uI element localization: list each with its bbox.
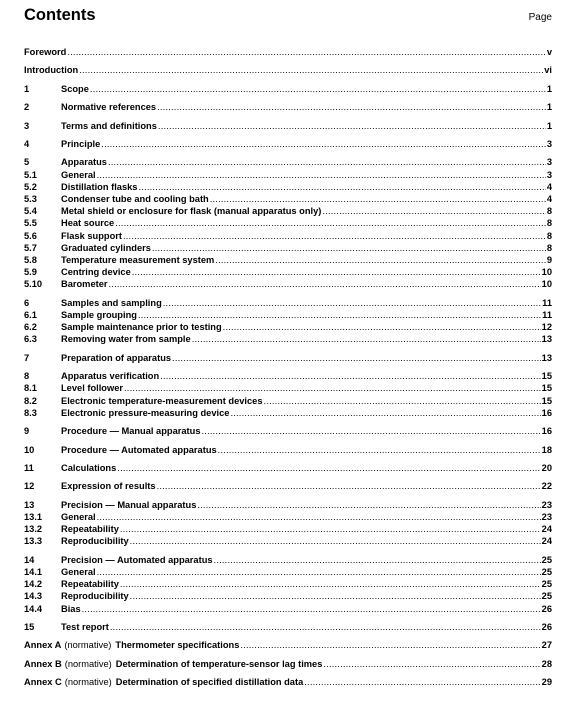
toc-entry-number: 1 bbox=[24, 83, 30, 94]
toc-entry-page: 1 bbox=[546, 102, 552, 113]
toc-entry-number: 10 bbox=[24, 444, 35, 455]
toc-entry[interactable] bbox=[24, 352, 552, 364]
toc-entry-number: 8.1 bbox=[24, 383, 37, 394]
toc-entry-title: Preparation of apparatus bbox=[61, 352, 172, 363]
toc-entry[interactable] bbox=[24, 511, 552, 523]
toc-entry[interactable] bbox=[24, 462, 552, 474]
toc-entry-page: 9 bbox=[546, 254, 552, 265]
toc-entry[interactable] bbox=[24, 120, 552, 132]
toc-entry-title: Graduated cylinders bbox=[61, 242, 151, 253]
toc-entry-number: 12 bbox=[24, 481, 35, 492]
dot-leader bbox=[124, 382, 541, 394]
toc-entry-page: vi bbox=[544, 65, 552, 76]
dot-leader bbox=[264, 395, 541, 407]
toc-entry-title: Scope bbox=[61, 83, 89, 94]
toc-entry-number: 6 bbox=[24, 297, 30, 308]
toc-entry-title: Precision — Manual apparatus bbox=[61, 499, 197, 510]
toc-entry-title: Repeatability bbox=[61, 524, 119, 535]
toc-entry-page: 4 bbox=[546, 193, 552, 204]
toc-entry-title: General bbox=[61, 566, 96, 577]
toc-entry-title: Samples and sampling bbox=[61, 297, 162, 308]
toc-entry-title: Condenser tube and cooling bath bbox=[61, 193, 209, 204]
toc-entry-page: 12 bbox=[541, 322, 552, 333]
annex-kind: (normative) bbox=[64, 640, 112, 651]
toc-entry-page: 1 bbox=[546, 120, 552, 131]
toc-entry-number: 14.1 bbox=[24, 566, 43, 577]
toc-entry-title: Principle bbox=[61, 138, 101, 149]
dot-leader bbox=[157, 480, 541, 492]
dot-leader bbox=[130, 590, 541, 602]
dot-leader bbox=[79, 64, 543, 76]
toc-entry-number: 5.4 bbox=[24, 206, 37, 217]
page-title: Contents bbox=[24, 6, 96, 24]
toc-entry-page: 23 bbox=[541, 511, 552, 522]
toc-entry[interactable] bbox=[24, 181, 552, 193]
toc-entry-title: Barometer bbox=[61, 279, 108, 290]
toc-entry-page: 13 bbox=[541, 352, 552, 363]
toc-entry-number: 7 bbox=[24, 352, 30, 363]
toc-entry-page: 8 bbox=[546, 242, 552, 253]
dot-leader bbox=[304, 676, 540, 688]
toc-entry-title: Procedure — Automated apparatus bbox=[61, 444, 217, 455]
toc-entry-page: 25 bbox=[541, 579, 552, 590]
toc-entry-number: 5 bbox=[24, 157, 30, 168]
dot-leader bbox=[97, 566, 541, 578]
toc-entry-title: Sample maintenance prior to testing bbox=[61, 322, 222, 333]
toc-entry-number: 13.3 bbox=[24, 536, 43, 547]
toc-entry[interactable] bbox=[24, 205, 552, 217]
toc-entry[interactable] bbox=[24, 444, 552, 456]
dot-leader bbox=[130, 535, 541, 547]
dot-leader bbox=[82, 603, 541, 615]
toc-entry[interactable] bbox=[24, 254, 552, 266]
toc-entry-title: Flask support bbox=[61, 230, 122, 241]
toc-entry-page: 18 bbox=[541, 444, 552, 455]
toc-entry-number: 5.2 bbox=[24, 181, 37, 192]
dot-leader bbox=[115, 217, 546, 229]
annex-page: 28 bbox=[541, 658, 552, 669]
toc-entry-title: Calculations bbox=[61, 462, 117, 473]
toc-entry-page: 26 bbox=[541, 621, 552, 632]
toc-entry-number: 13 bbox=[24, 499, 35, 510]
toc-entry-number: 6.1 bbox=[24, 309, 37, 320]
toc-entry-page: 4 bbox=[546, 181, 552, 192]
toc-entry-page: 15 bbox=[541, 395, 552, 406]
dot-leader bbox=[323, 658, 540, 670]
toc-entry[interactable] bbox=[24, 266, 552, 278]
toc-entry-title: Temperature measurement system bbox=[61, 254, 215, 265]
toc-annex-entry[interactable] bbox=[24, 676, 552, 688]
annex-page: 27 bbox=[541, 640, 552, 651]
toc-entry-title: Expression of results bbox=[61, 481, 156, 492]
toc-entry-title: Terms and definitions bbox=[61, 120, 157, 131]
toc-entry[interactable] bbox=[24, 578, 552, 590]
toc-entry-title: Foreword bbox=[24, 47, 67, 57]
dot-leader bbox=[110, 621, 541, 633]
annex-title: Determination of specified distillation data bbox=[115, 677, 304, 688]
toc-entry-page: 8 bbox=[546, 206, 552, 217]
contents-page bbox=[24, 6, 552, 688]
toc-entry-title: General bbox=[61, 511, 96, 522]
dot-leader bbox=[230, 407, 540, 419]
toc-entry-number: 4 bbox=[24, 138, 30, 149]
toc-entry-page: 25 bbox=[541, 554, 552, 565]
dot-leader bbox=[101, 138, 546, 150]
toc-entry-title: Centring device bbox=[61, 267, 131, 278]
toc-entry[interactable] bbox=[24, 382, 552, 394]
toc-entry-title: Level follower bbox=[61, 383, 123, 394]
toc-entry-number: 8.2 bbox=[24, 395, 37, 406]
toc-entry-number: 14.3 bbox=[24, 591, 43, 602]
toc-entry[interactable] bbox=[24, 297, 552, 309]
toc-entry-number: 13.1 bbox=[24, 511, 43, 522]
toc-entry-page: 24 bbox=[541, 524, 552, 535]
dot-leader bbox=[192, 333, 541, 345]
toc-entry[interactable] bbox=[24, 101, 552, 113]
toc-entry[interactable] bbox=[24, 370, 552, 382]
toc-entry-title: Apparatus bbox=[61, 157, 107, 168]
toc-entry-title: Metal shield or enclosure for flask (manual apparatus only) bbox=[61, 206, 322, 217]
toc-entry[interactable] bbox=[24, 169, 552, 181]
toc-entry-page: 10 bbox=[541, 267, 552, 278]
toc-entry-page: v bbox=[546, 47, 552, 57]
dot-leader bbox=[120, 578, 541, 590]
toc-entry-title: Procedure — Manual apparatus bbox=[61, 426, 201, 437]
toc-entry-number: 13.2 bbox=[24, 524, 43, 535]
toc-entry-title: Sample grouping bbox=[61, 309, 137, 320]
annex-title: Determination of temperature-sensor lag times bbox=[115, 658, 323, 669]
dot-leader bbox=[214, 554, 541, 566]
annex-page: 29 bbox=[541, 677, 552, 688]
toc-entry-number: 14 bbox=[24, 554, 35, 565]
toc-entry[interactable] bbox=[24, 554, 552, 566]
toc-entry-page: 3 bbox=[546, 138, 552, 149]
toc-entry-title: Test report bbox=[61, 621, 109, 632]
dot-leader bbox=[109, 278, 541, 290]
toc-entry-title: Reproducibility bbox=[61, 536, 129, 547]
dot-leader bbox=[210, 193, 546, 205]
toc-entry[interactable] bbox=[24, 621, 552, 633]
toc-entry-number: 8.3 bbox=[24, 407, 37, 418]
toc-entry-title: Precision — Automated apparatus bbox=[61, 554, 213, 565]
toc-entry-page: 10 bbox=[541, 279, 552, 290]
toc-entry[interactable] bbox=[24, 193, 552, 205]
toc-entry[interactable] bbox=[24, 138, 552, 150]
dot-leader bbox=[218, 444, 541, 456]
toc-entry[interactable] bbox=[24, 407, 552, 419]
dot-leader bbox=[117, 462, 540, 474]
toc-entry-page: 23 bbox=[541, 499, 552, 510]
annex-title: Thermometer specifications bbox=[115, 640, 240, 651]
dot-leader bbox=[97, 169, 546, 181]
toc-entry[interactable] bbox=[24, 333, 552, 345]
toc-entry-page: 16 bbox=[541, 426, 552, 437]
toc-entry[interactable] bbox=[24, 425, 552, 437]
page-column-label: Page bbox=[528, 12, 552, 23]
toc-entry-page: 25 bbox=[541, 566, 552, 577]
toc-entry-title: Reproducibility bbox=[61, 591, 129, 602]
dot-leader bbox=[90, 83, 546, 95]
toc-entry[interactable] bbox=[24, 64, 552, 76]
dot-leader bbox=[123, 230, 546, 242]
dot-leader bbox=[202, 425, 541, 437]
toc-entry-title: Apparatus verification bbox=[61, 371, 160, 382]
toc-entry-number: 5.7 bbox=[24, 242, 37, 253]
toc-entry-number: 15 bbox=[24, 621, 35, 632]
dot-leader bbox=[67, 46, 545, 58]
dot-leader bbox=[138, 181, 545, 193]
toc-entry[interactable] bbox=[24, 217, 552, 229]
toc-entry-number: 2 bbox=[24, 102, 30, 113]
toc-entry[interactable] bbox=[24, 535, 552, 547]
dot-leader bbox=[163, 297, 541, 309]
toc-entry-number: 5.8 bbox=[24, 254, 37, 265]
dot-leader bbox=[120, 523, 541, 535]
toc-entry-page: 15 bbox=[541, 383, 552, 394]
toc-entry-number: 6.2 bbox=[24, 322, 37, 333]
toc-entry[interactable] bbox=[24, 590, 552, 602]
toc-entry-number: 5.1 bbox=[24, 169, 37, 180]
toc-entry-page: 13 bbox=[541, 334, 552, 345]
toc-entry[interactable] bbox=[24, 46, 552, 58]
toc-entry-title: General bbox=[61, 169, 96, 180]
toc-entry-number: 5.3 bbox=[24, 193, 37, 204]
toc-entry-title: Heat source bbox=[61, 218, 115, 229]
dot-leader bbox=[132, 266, 541, 278]
toc-entry-page: 20 bbox=[541, 462, 552, 473]
annex-kind: (normative) bbox=[64, 658, 112, 669]
toc-entry-page: 8 bbox=[546, 218, 552, 229]
toc-entry-number: 5.10 bbox=[24, 279, 43, 290]
toc-entry-number: 5.9 bbox=[24, 267, 37, 278]
toc-entry-title: Introduction bbox=[24, 65, 79, 76]
toc-entry-number: 9 bbox=[24, 426, 30, 437]
toc-entry[interactable] bbox=[24, 83, 552, 95]
toc-entry[interactable] bbox=[24, 321, 552, 333]
dot-leader bbox=[240, 639, 540, 651]
toc-entry-page: 15 bbox=[541, 371, 552, 382]
toc-entry-page: 8 bbox=[546, 230, 552, 241]
toc-entry[interactable] bbox=[24, 395, 552, 407]
toc-entry-number: 6.3 bbox=[24, 334, 37, 345]
toc-entry[interactable] bbox=[24, 309, 552, 321]
dot-leader bbox=[108, 156, 546, 168]
toc-entry[interactable] bbox=[24, 566, 552, 578]
annex-id: Annex B bbox=[24, 658, 62, 669]
toc-entry-page: 11 bbox=[542, 297, 552, 308]
toc-entry-number: 5.6 bbox=[24, 230, 37, 241]
dot-leader bbox=[160, 370, 540, 382]
dot-leader bbox=[152, 242, 546, 254]
toc-entry[interactable] bbox=[24, 480, 552, 492]
toc-entry-page: 3 bbox=[546, 157, 552, 168]
dot-leader bbox=[223, 321, 541, 333]
dot-leader bbox=[138, 309, 541, 321]
toc-entry-number: 8 bbox=[24, 371, 30, 382]
toc-entry-number: 5.5 bbox=[24, 218, 37, 229]
toc-entry-title: Repeatability bbox=[61, 579, 119, 590]
toc-entry-title: Electronic pressure-measuring device bbox=[61, 407, 230, 418]
toc-entry[interactable] bbox=[24, 499, 552, 511]
toc-entry-title: Removing water from sample bbox=[61, 334, 191, 345]
toc-entry[interactable] bbox=[24, 278, 552, 290]
toc-entry-page: 26 bbox=[541, 603, 552, 614]
toc-entry[interactable] bbox=[24, 230, 552, 242]
toc-entry-number: 11 bbox=[24, 462, 34, 473]
toc-entry-title: Normative references bbox=[61, 102, 157, 113]
dot-leader bbox=[97, 511, 541, 523]
toc-annex-entry[interactable] bbox=[24, 639, 552, 651]
annex-kind: (normative) bbox=[64, 677, 112, 688]
toc-entry[interactable] bbox=[24, 603, 552, 615]
toc-entry-page: 22 bbox=[541, 481, 552, 492]
annex-id: Annex A bbox=[24, 640, 62, 651]
toc-annex-entry[interactable] bbox=[24, 658, 552, 670]
toc-entry-page: 16 bbox=[541, 407, 552, 418]
toc-entry[interactable] bbox=[24, 523, 552, 535]
dot-leader bbox=[322, 205, 545, 217]
toc-entry-page: 25 bbox=[541, 591, 552, 602]
dot-leader bbox=[172, 352, 541, 364]
toc-entry-title: Electronic temperature-measurement devices bbox=[61, 395, 263, 406]
toc-entry-title: Distillation flasks bbox=[61, 181, 138, 192]
toc-entry[interactable] bbox=[24, 242, 552, 254]
toc-entry-number: 14.2 bbox=[24, 579, 43, 590]
contents-heading bbox=[24, 6, 552, 34]
dot-leader bbox=[158, 120, 546, 132]
toc-entry-page: 1 bbox=[546, 83, 552, 94]
toc-entry-page: 24 bbox=[541, 536, 552, 547]
table-of-contents bbox=[24, 46, 552, 688]
dot-leader bbox=[197, 499, 540, 511]
toc-entry-title: Bias bbox=[61, 603, 81, 614]
toc-entry-number: 14.4 bbox=[24, 603, 43, 614]
toc-entry[interactable] bbox=[24, 156, 552, 168]
toc-entry-number: 3 bbox=[24, 120, 30, 131]
dot-leader bbox=[215, 254, 546, 266]
annex-id: Annex C bbox=[24, 677, 62, 688]
dot-leader bbox=[157, 101, 546, 113]
toc-entry-page: 3 bbox=[546, 169, 552, 180]
toc-entry-page: 11 bbox=[542, 309, 552, 320]
